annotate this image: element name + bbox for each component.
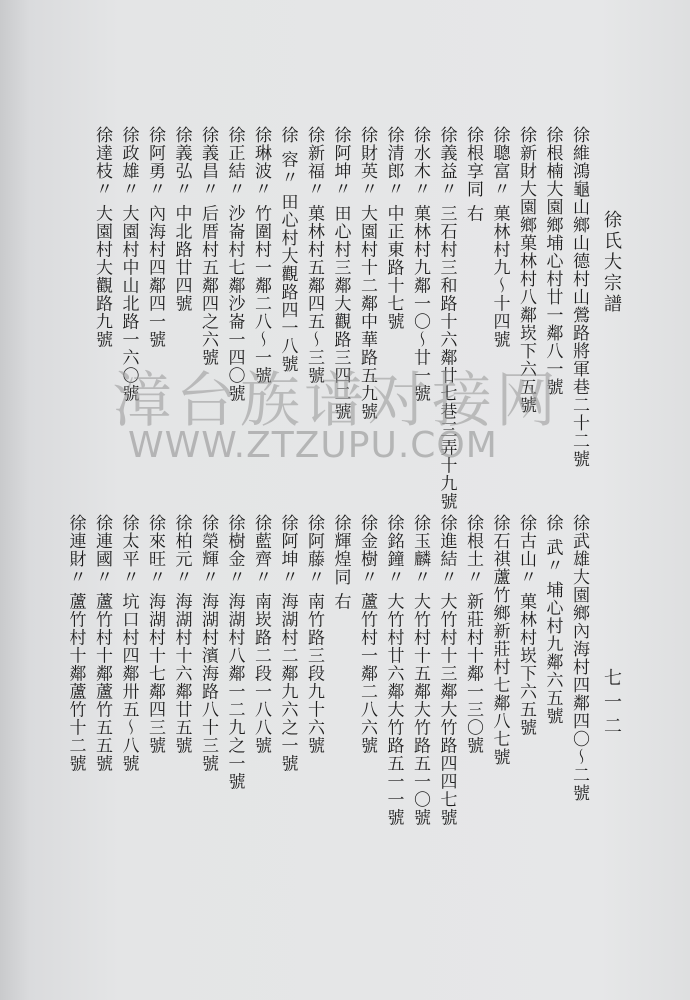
address-text: 同 右: [330, 568, 351, 611]
entry-column: [514, 514, 536, 736]
address-text: 〃 三石村三和路十六鄰廿七巷三弄十九號: [436, 180, 457, 511]
address-text: 同 右: [463, 180, 483, 223]
entry-column: [382, 514, 404, 826]
address-text: 〃 埔心村九鄰六五號: [542, 556, 563, 725]
person-name: 徐銘鐘: [383, 514, 404, 568]
person-name: 徐政雄: [118, 126, 139, 180]
person-name: 徐義益: [436, 126, 457, 180]
person-name: 徐義弘: [171, 126, 192, 180]
person-name: 徐根楠: [542, 126, 563, 180]
entry-column: [382, 126, 404, 330]
entry-column: [488, 514, 510, 766]
address-text: 〃 后厝村五鄰四之六號: [198, 180, 218, 367]
entry-column: [567, 126, 589, 468]
entry-column: [143, 126, 165, 348]
address-text: 〃 海湖村十六鄰廿五號: [171, 568, 192, 755]
address-text: 〃 中正東路十七號: [383, 180, 404, 331]
person-name: 徐進結: [436, 514, 457, 568]
address-text: 〃 蘆竹村一鄰二八六號: [357, 568, 377, 755]
address-text: 〃 田心村三鄰大觀路三四二號: [330, 180, 351, 421]
person-name: 徐正結: [224, 126, 245, 180]
person-name: 徐 武: [542, 514, 563, 557]
entry-column: [355, 514, 377, 754]
person-name: 徐樹金: [224, 514, 245, 568]
person-name: 徐清郎: [383, 126, 404, 180]
person-name: 徐武雄: [569, 514, 589, 568]
person-name: 徐石祺: [489, 514, 510, 568]
entry-column: [223, 514, 245, 790]
person-name: 徐連財: [65, 514, 86, 568]
page-number: 七一二: [601, 668, 622, 740]
person-name: 徐財英: [357, 126, 377, 180]
entry-column: [276, 514, 298, 772]
address-text: 〃 大竹村廿六鄰大竹路五一一號: [383, 568, 404, 827]
person-name: 徐根享: [463, 126, 483, 180]
entry-column: [249, 514, 271, 754]
person-name: 徐阿勇: [145, 126, 165, 180]
person-name: 徐金樹: [357, 514, 377, 568]
address-text: 〃 大園村中山北路一六〇號: [118, 180, 139, 403]
address-text: 〃 菓林村崁下六五號: [516, 568, 536, 737]
person-name: 徐達枝: [92, 126, 112, 180]
entry-column: [302, 514, 324, 754]
address-text: 龜山鄉山德村山鶯路將軍巷二十二號: [569, 180, 589, 468]
address-text: 〃 蘆竹村十鄰蘆竹十二號: [65, 568, 86, 773]
address-text: 〃 菓林村九鄰一〇～廿一號: [410, 180, 430, 403]
entry-column: [196, 126, 218, 366]
entry-column: [170, 126, 192, 312]
person-name: 徐榮輝: [198, 514, 218, 568]
address-text: 〃 新莊村十鄰一三〇號: [463, 568, 483, 755]
address-text: 〃 海湖村二鄰九六之一號: [277, 568, 298, 773]
address-text: 〃 南竹路三段九十六號: [304, 568, 324, 755]
person-name: 徐義昌: [198, 126, 218, 180]
address-text: 〃 大竹村十三鄰大竹路四四七號: [436, 568, 457, 827]
address-text: 〃 南崁路二段一八八號: [251, 568, 271, 755]
entry-column: [170, 514, 192, 754]
entry-column: [117, 514, 139, 772]
address-text: 蘆竹鄉新莊村七鄰八七號: [489, 568, 510, 766]
person-name: 徐新福: [304, 126, 324, 180]
entry-column: [143, 514, 165, 754]
entry-column: [64, 514, 86, 772]
person-name: 徐琳波: [251, 126, 271, 180]
person-name: 徐輝煌: [330, 514, 351, 568]
address-text: 〃 中北路廿四號: [171, 180, 192, 313]
person-name: 徐 容: [277, 126, 298, 169]
address-text: 〃 竹圍村一鄰二八～一號: [251, 180, 271, 385]
watermark-site-name: 漳台族谱对接网: [112, 366, 560, 436]
entry-column: [276, 126, 298, 373]
person-name: 徐柏元: [171, 514, 192, 568]
person-name: 徐來旺: [145, 514, 165, 568]
person-name: 徐阿坤: [277, 514, 298, 568]
entry-column: [90, 514, 112, 772]
person-name: 徐新財: [516, 126, 536, 180]
address-text: 〃 菓林村九～十四號: [489, 180, 510, 349]
entry-column: [567, 514, 589, 802]
person-name: 徐藍齊: [251, 514, 271, 568]
entry-column: [461, 514, 483, 754]
address-text: 〃 大竹村十五鄰大竹路五一〇號: [410, 568, 430, 827]
address-text: 〃 內海村四鄰四一號: [145, 180, 165, 349]
address-text: 〃 大園村大觀路九號: [92, 180, 112, 349]
entry-column: [408, 514, 430, 826]
entry-column: [249, 126, 271, 384]
address-text: 〃 沙崙村七鄰沙崙一四〇號: [224, 180, 245, 403]
person-name: 徐根土: [463, 514, 483, 568]
address-text: 〃 菓林村五鄰四五～三號: [304, 180, 324, 385]
address-text: 〃 海湖村濱海路八十三號: [198, 568, 218, 773]
address-text: 〃 田心村大觀路四一八號: [277, 168, 298, 373]
watermark-url: WWW.ZTZUPU.COM: [128, 425, 498, 466]
address-text: 〃 海湖村八鄰一二九之一號: [224, 568, 245, 791]
address-text: 大園鄉菓林村八鄰崁下六五號: [516, 180, 536, 414]
address-text: 〃 蘆竹村十鄰蘆竹五五號: [92, 568, 112, 773]
person-name: 徐聰富: [489, 126, 510, 180]
address-text: 〃 大園村十二鄰中華路五九號: [357, 180, 377, 421]
person-name: 徐維鴻: [569, 126, 589, 180]
book-title: 徐氏大宗譜: [601, 210, 622, 315]
person-name: 徐太平: [118, 514, 139, 568]
entry-column: [488, 126, 510, 348]
entry-column: [196, 514, 218, 772]
entry-column: [329, 514, 351, 610]
address-text: 大園鄉埔心村廿一鄰八一號: [542, 180, 563, 396]
entry-column: [461, 126, 483, 222]
entry-column: [541, 514, 563, 725]
entry-column: [302, 126, 324, 384]
person-name: 徐古山: [516, 514, 536, 568]
address-text: 〃 海湖村十七鄰四三號: [145, 568, 165, 755]
address-text: 大園鄉內海村四鄰四〇～二號: [569, 568, 589, 802]
person-name: 徐水木: [410, 126, 430, 180]
person-name: 徐連國: [92, 514, 112, 568]
address-text: 〃 坑口村四鄰卅五～八號: [118, 568, 139, 773]
person-name: 徐阿坤: [330, 126, 351, 180]
person-name: 徐玉麟: [410, 514, 430, 568]
person-name: 徐阿藤: [304, 514, 324, 568]
entry-column: [435, 514, 457, 826]
entry-column: [90, 126, 112, 348]
